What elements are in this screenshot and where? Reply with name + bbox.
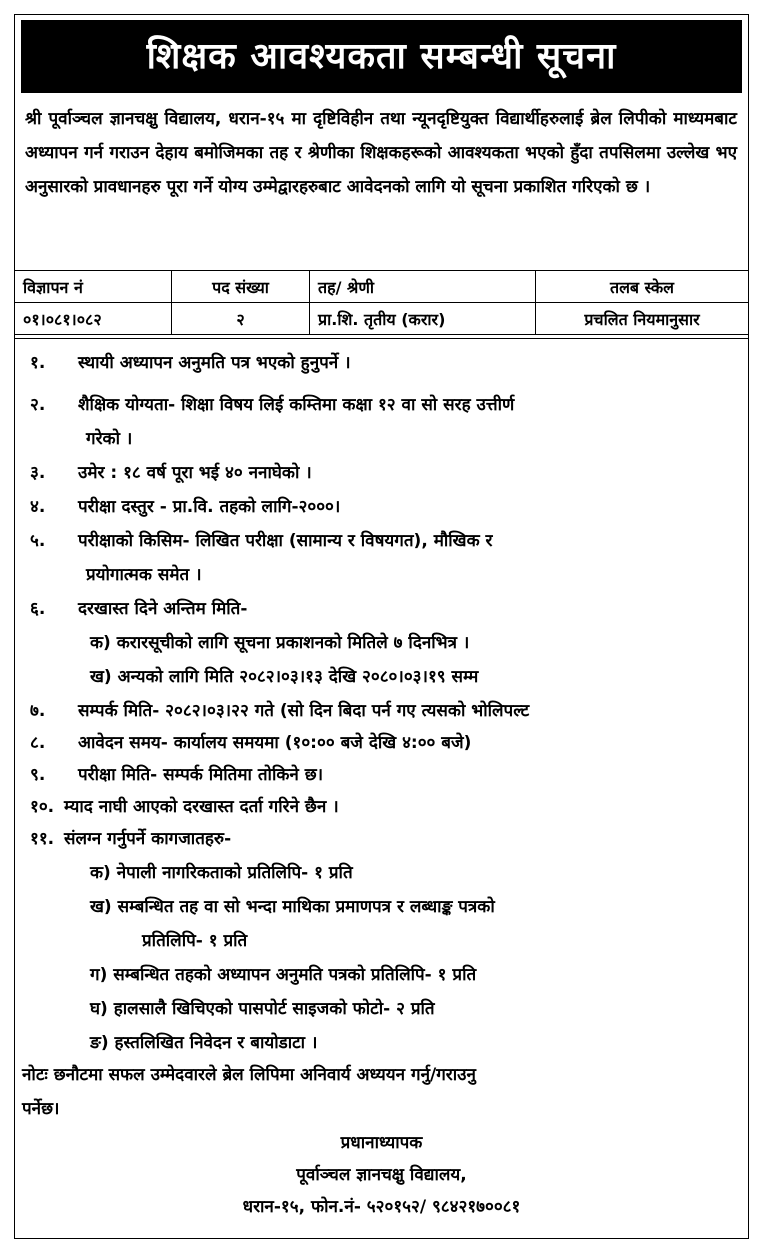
- table-header-cell: तलब स्केल: [536, 271, 749, 303]
- item-text: परीक्षाको किसिम- लिखित परीक्षा (सामान्य र विषयगत), मौखिक र: [78, 531, 493, 551]
- sub-item: क) करारसूचीको लागि सूचना प्रकाशनको मितिले ७ दिनभित्र ।: [90, 633, 470, 653]
- item-text: उमेर : १८ वर्ष पूरा भई ४० ननाघेको ।: [78, 463, 312, 483]
- item-number: १.: [30, 353, 46, 373]
- item-continuation: गरेको ।: [86, 429, 133, 449]
- table-header-row: [15, 271, 749, 303]
- sub-item: ख) अन्यको लागि मिति २०८२।०३।१३ देखि २०८०।०३।१९ सम्म: [90, 667, 479, 687]
- sub-item: क) नेपाली नागरिकताको प्रतिलिपि- १ प्रति: [90, 863, 353, 883]
- item-number: ९.: [30, 765, 46, 785]
- vacancy-table: [14, 270, 749, 335]
- list-item: [30, 696, 529, 726]
- item-text: म्याद नाघी आएको दरखास्त दर्ता गरिने छैन ।: [64, 797, 339, 817]
- list-item: [30, 348, 351, 378]
- item-text: शैक्षिक योग्यता- शिक्षा विषय लिई कम्तिमा कक्षा १२ वा सो सरह उत्तीर्ण: [78, 395, 515, 415]
- list-item: [30, 824, 231, 854]
- item-number: ३.: [30, 463, 46, 483]
- list-item: [30, 492, 340, 522]
- item-continuation: प्रयोगात्मक समेत ।: [86, 565, 202, 585]
- item-number: ६.: [30, 599, 46, 619]
- item-number: ५.: [30, 531, 46, 551]
- item-text: संलग्न गर्नुपर्ने कागजातहरु-: [64, 829, 232, 849]
- list-item: [30, 760, 323, 790]
- list-item: [30, 458, 312, 488]
- table-cell: प्रचलित नियमानुसार: [536, 303, 749, 335]
- signature-role: प्रधानाध्यापक: [340, 1133, 423, 1153]
- table-header-cell: तह/ श्रेणी: [310, 271, 536, 303]
- sub-item: ख) सम्बन्धित तह वा सो भन्दा माथिका प्रमाणपत्र र लब्धाङ्क पत्रको: [90, 897, 495, 917]
- notice-intro: श्री पूर्वाञ्चल ज्ञानचक्षु विद्यालय, धरान-१५ मा दृष्टिविहीन तथा न्यूनदृष्टियुक्त विद्यार्थीहरुलाई ब्रेल लिपीको माध्यमबाट अध्यापन गर्न गराउन देहाय बमोजिमका तह र श्रेणीका शिक्षकहरूको आवश्यकता भएको हुँदा तपसिलमा उल्लेख भए अनुसारको प्रावधानहरु पूरा गर्ने योग्य उम्मेद्वारहरुबाट आवेदनको लागि यो सूचना प्रकाशित गरिएको छ ।: [25, 109, 737, 197]
- item-number: ११.: [30, 829, 55, 849]
- sub-item: ग) सम्बन्धित तहको अध्यापन अनुमति पत्रको प्रतिलिपि- १ प्रति: [90, 965, 477, 985]
- item-text: सम्पर्क मिति- २०८२।०३।२२ गते (सो दिन बिदा पर्न गए त्यसको भोलिपल्ट: [78, 701, 530, 721]
- list-item: [30, 728, 471, 758]
- note-line: नोटः छनौटमा सफल उम्मेदवारले ब्रेल लिपिमा अनिवार्य अध्ययन गर्नु/गराउनु: [22, 1065, 476, 1085]
- item-number: १०.: [30, 797, 55, 817]
- item-text: स्थायी अध्यापन अनुमति पत्र भएको हुनुपर्ने ।: [78, 353, 351, 373]
- item-text: परीक्षा मिति- सम्पर्क मितिमा तोकिने छ।: [78, 765, 324, 785]
- item-text: दरखास्त दिने अन्तिम मिति-: [78, 599, 248, 619]
- signature-school: पूर्वाञ्चल ज्ञानचक्षु विद्यालय,: [296, 1165, 467, 1185]
- section-divider: [14, 338, 749, 339]
- table-row: [15, 303, 749, 335]
- list-item: [30, 792, 339, 822]
- list-item: [30, 594, 247, 624]
- table-cell: २: [172, 303, 310, 335]
- table-cell: प्रा.शि. तृतीय (करार): [310, 303, 536, 335]
- item-number: ४.: [30, 497, 46, 517]
- table-cell: ०१।०८१।०८२: [15, 303, 172, 335]
- signature-contact: धरान-१५, फोन.नं- ५२०१५२/ ९८४२१७००८१: [242, 1197, 521, 1217]
- table-header-cell: पद संख्या: [172, 271, 310, 303]
- item-number: ७.: [30, 701, 46, 721]
- sub-item: ङ) हस्तलिखित निवेदन र बायोडाटा ।: [90, 1033, 318, 1053]
- table-header-cell: विज्ञापन नं: [15, 271, 172, 303]
- sub-item-continuation: प्रतिलिपि- १ प्रति: [142, 931, 248, 951]
- notice-title: शिक्षक आवश्यकता सम्बन्धी सूचना: [21, 20, 742, 93]
- item-number: ८.: [30, 733, 46, 753]
- list-item: [30, 526, 493, 556]
- item-text: परीक्षा दस्तुर - प्रा.वि. तहको लागि-२०००।: [78, 497, 341, 517]
- list-item: [30, 390, 514, 420]
- item-text: आवेदन समय- कार्यालय समयमा (१०:०० बजे देखि ४:०० बजे): [78, 733, 472, 753]
- item-number: २.: [30, 395, 46, 415]
- sub-item: घ) हालसालै खिचिएको पासपोर्ट साइजको फोटो- २ प्रति: [90, 999, 435, 1019]
- note-line: पर्नेछ।: [22, 1099, 60, 1119]
